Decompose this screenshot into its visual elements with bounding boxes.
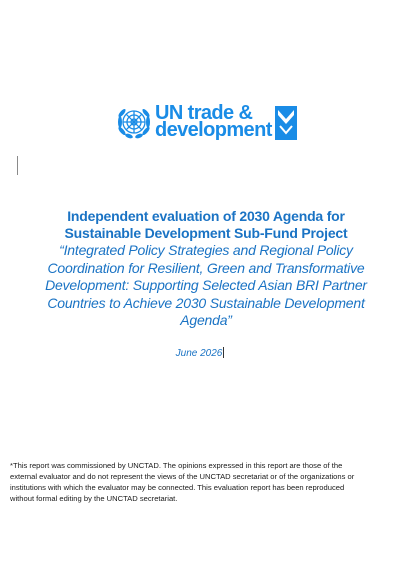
project-name-line-3: Development: Supporting Selected Asian BRI Partner	[45, 277, 367, 293]
text-cursor	[223, 347, 224, 358]
disclaimer-line-3: institutions with which the evaluator may be connected. This evaluation report has been reproduced	[10, 483, 345, 492]
title-block	[30, 208, 382, 330]
project-name-line-5: Agenda”	[180, 312, 232, 328]
disclaimer-line-4: without formal editing by the UNCTAD secretariat.	[10, 494, 178, 503]
logo-line-2: development	[155, 119, 272, 141]
un-emblem-icon	[116, 104, 152, 140]
project-name-line-4: Countries to Achieve 2030 Sustainable Development	[47, 294, 365, 311]
disclaimer	[10, 460, 394, 504]
report-title-line-1: Independent evaluation of 2030 Agenda for	[67, 208, 345, 224]
report-title-line-2: Sustainable Development Sub-Fund Project	[64, 225, 348, 241]
unctad-badge-icon	[275, 106, 297, 140]
report-date-text: June 2026	[175, 348, 223, 359]
logo-line-1: UN trade &	[155, 102, 253, 124]
project-name-line-2: Coordination for Resilient, Green and Transformative	[47, 259, 365, 276]
logo-wordmark	[155, 102, 272, 141]
disclaimer-line-2: external evaluator and do not represent the views of the UNCTAD secretariat or of the organizations or	[10, 472, 355, 481]
unctad-logo	[116, 104, 297, 140]
margin-mark	[17, 156, 18, 175]
project-name-line-1: “Integrated Policy Strategies and Regional Policy	[59, 242, 353, 258]
report-date	[0, 347, 400, 359]
disclaimer-line-1: *This report was commissioned by UNCTAD. The opinions expressed in this report are those of the	[10, 461, 343, 470]
